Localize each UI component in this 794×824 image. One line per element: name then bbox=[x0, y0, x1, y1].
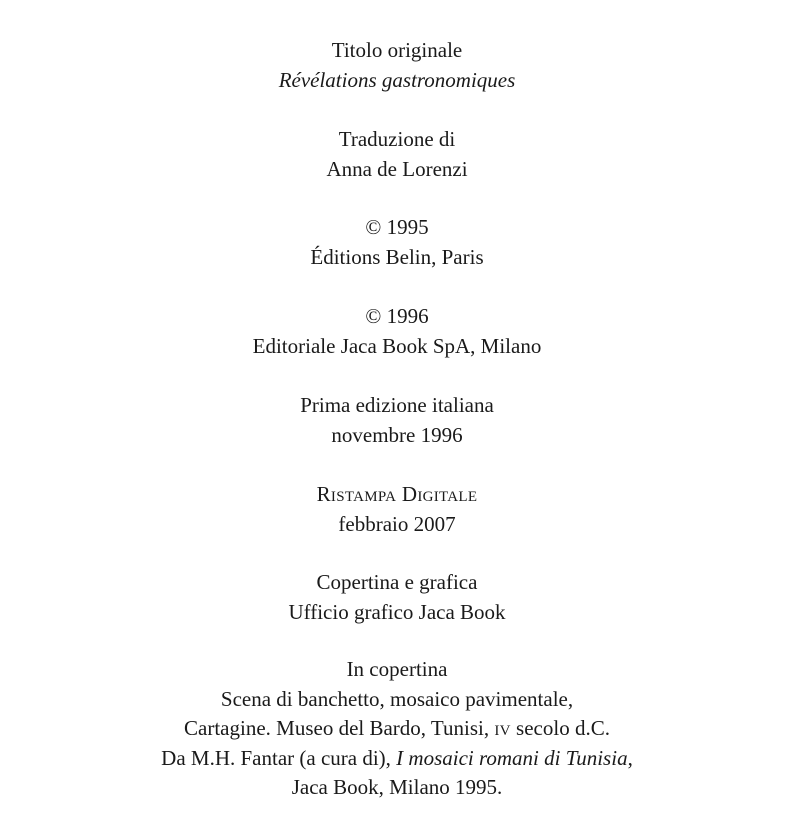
copyright-italian-year: © 1996 bbox=[365, 304, 429, 328]
first-edition-date: novembre 1996 bbox=[331, 422, 463, 447]
cover-image-block bbox=[0, 655, 794, 803]
translator-name: Anna de Lorenzi bbox=[326, 156, 468, 181]
copyright-italian-publisher: Editoriale Jaca Book SpA, Milano bbox=[252, 333, 542, 358]
cover-image-line-2-end: secolo d.C. bbox=[510, 716, 610, 740]
cover-image-line-4: Jaca Book, Milano 1995. bbox=[291, 775, 503, 799]
translation-block bbox=[0, 125, 794, 184]
cover-image-line-1: Scena di banchetto, mosaico pavimentale, bbox=[220, 686, 574, 711]
copyright-italian-block bbox=[0, 302, 794, 361]
cover-image-source-comma: , bbox=[627, 745, 633, 770]
cover-design-label: Copertina e grafica bbox=[316, 570, 478, 594]
cover-image-source-text: Da M.H. Fantar (a cura di), bbox=[161, 745, 397, 770]
digital-reprint-label: Ristampa Digitale bbox=[316, 482, 478, 506]
cover-design-block bbox=[0, 568, 794, 627]
copyright-original-publisher: Éditions Belin, Paris bbox=[310, 244, 484, 269]
copyright-original-year: © 1995 bbox=[365, 215, 429, 239]
digital-reprint-block bbox=[0, 480, 794, 539]
original-title-value: Révélations gastronomiques bbox=[278, 67, 516, 92]
first-edition-block bbox=[0, 391, 794, 450]
translation-label: Traduzione di bbox=[338, 127, 456, 151]
cover-image-source-title: I mosaici romani di Tunisia bbox=[396, 745, 628, 770]
cover-image-line-3 bbox=[0, 744, 794, 774]
original-title-label: Titolo originale bbox=[331, 38, 463, 62]
cover-image-line-2-text: Cartagine. Museo del Bardo, Tunisi, bbox=[184, 716, 495, 740]
cover-image-century: iv bbox=[494, 716, 511, 740]
original-title-block bbox=[0, 36, 794, 95]
cover-image-line-2 bbox=[0, 714, 794, 744]
digital-reprint-date: febbraio 2007 bbox=[338, 511, 456, 536]
cover-image-label: In copertina bbox=[346, 657, 448, 681]
copyright-original-block bbox=[0, 213, 794, 272]
cover-design-value: Ufficio grafico Jaca Book bbox=[288, 599, 506, 624]
first-edition-label: Prima edizione italiana bbox=[300, 393, 494, 417]
